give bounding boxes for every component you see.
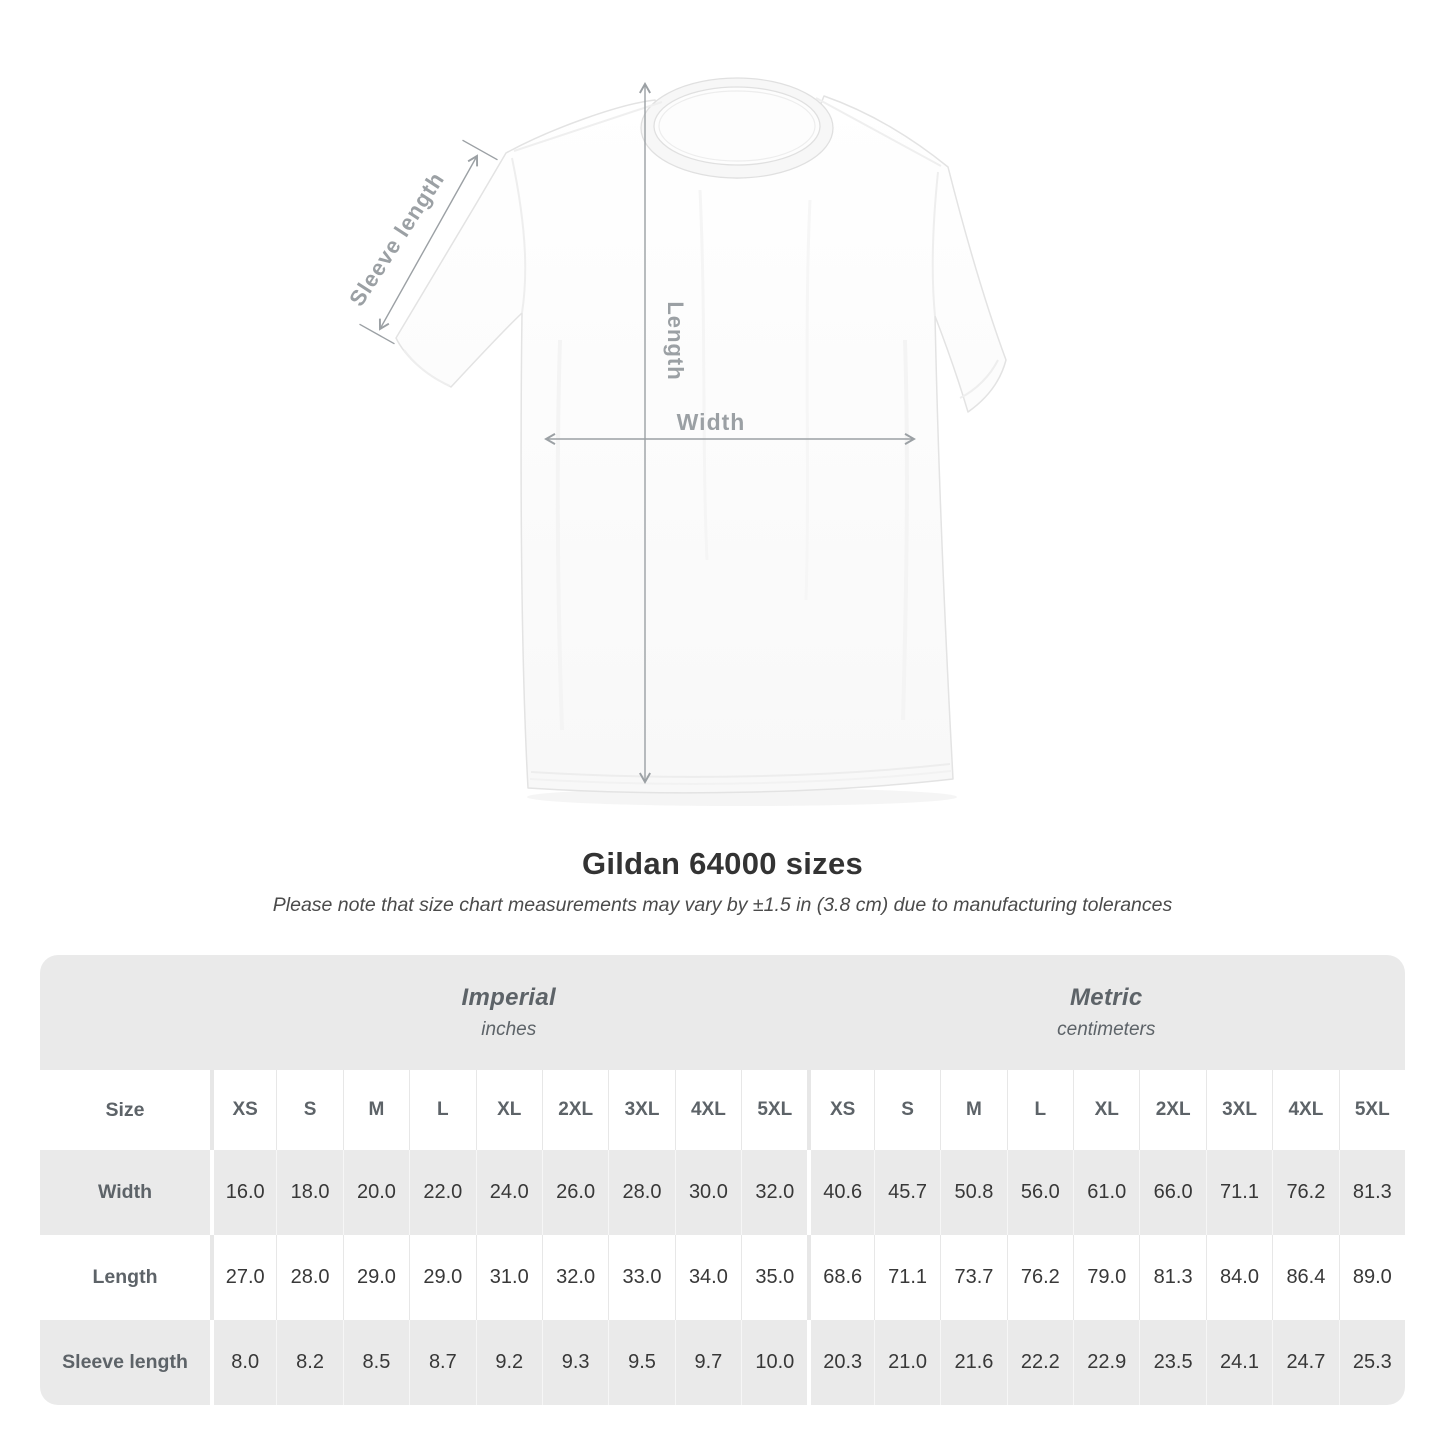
table-cell: 79.0	[1073, 1235, 1139, 1320]
table-cell: 32.0	[542, 1235, 608, 1320]
width-label: Width	[676, 409, 746, 435]
table-cell: 8.7	[409, 1320, 475, 1405]
table-row-width	[40, 1150, 1405, 1235]
tshirt-graphic	[396, 78, 1006, 793]
table-cell: 40.6	[807, 1150, 873, 1235]
table-cell: 30.0	[675, 1150, 741, 1235]
table-cell: 81.3	[1339, 1150, 1405, 1235]
size-column-header: M	[940, 1070, 1006, 1150]
size-column-header: S	[276, 1070, 342, 1150]
table-cell: 32.0	[741, 1150, 807, 1235]
table-row-length	[40, 1235, 1405, 1320]
size-column-header: XS	[210, 1070, 276, 1150]
size-corner-label: Size	[105, 1098, 145, 1121]
size-table	[40, 955, 1405, 1405]
table-cell: 61.0	[1073, 1150, 1139, 1235]
table-cell: 45.7	[874, 1150, 940, 1235]
row-label: Sleeve length	[62, 1351, 188, 1373]
size-column-header: 2XL	[1139, 1070, 1205, 1150]
table-cell: 28.0	[608, 1150, 674, 1235]
metric-group-title: Metric	[1070, 984, 1143, 1011]
table-cell: 27.0	[210, 1235, 276, 1320]
size-column-header: 3XL	[608, 1070, 674, 1150]
table-cell: 16.0	[210, 1150, 276, 1235]
table-cell: 22.0	[409, 1150, 475, 1235]
table-cell: 33.0	[608, 1235, 674, 1320]
table-cell: 25.3	[1339, 1320, 1405, 1405]
imperial-group-unit: inches	[481, 1019, 537, 1040]
unit-group-header	[40, 955, 1405, 1070]
table-cell: 9.2	[476, 1320, 542, 1405]
table-cell: 28.0	[276, 1235, 342, 1320]
size-column-header: L	[1007, 1070, 1073, 1150]
table-cell: 18.0	[276, 1150, 342, 1235]
table-cell: 8.2	[276, 1320, 342, 1405]
size-column-header: 4XL	[1272, 1070, 1338, 1150]
size-column-header: L	[409, 1070, 475, 1150]
table-cell: 71.1	[874, 1235, 940, 1320]
table-cell: 8.5	[343, 1320, 409, 1405]
table-cell: 89.0	[1339, 1235, 1405, 1320]
table-cell: 29.0	[343, 1235, 409, 1320]
size-column-header: XS	[807, 1070, 873, 1150]
table-cell: 73.7	[940, 1235, 1006, 1320]
size-column-header: 5XL	[1339, 1070, 1405, 1150]
table-cell: 76.2	[1007, 1235, 1073, 1320]
size-column-header: M	[343, 1070, 409, 1150]
size-column-header: 5XL	[741, 1070, 807, 1150]
table-cell: 24.7	[1272, 1320, 1338, 1405]
table-cell: 22.2	[1007, 1320, 1073, 1405]
size-column-header: XL	[1073, 1070, 1139, 1150]
table-cell: 50.8	[940, 1150, 1006, 1235]
table-cell: 66.0	[1139, 1150, 1205, 1235]
table-cell: 81.3	[1139, 1235, 1205, 1320]
size-column-header: XL	[476, 1070, 542, 1150]
row-label: Length	[92, 1266, 158, 1288]
size-column-header: 4XL	[675, 1070, 741, 1150]
table-cell: 68.6	[807, 1235, 873, 1320]
size-column-header: S	[874, 1070, 940, 1150]
table-cell: 31.0	[476, 1235, 542, 1320]
table-cell: 34.0	[675, 1235, 741, 1320]
table-cell: 22.9	[1073, 1320, 1139, 1405]
table-cell: 23.5	[1139, 1320, 1205, 1405]
row-label: Width	[98, 1181, 152, 1203]
table-cell: 10.0	[741, 1320, 807, 1405]
table-cell: 24.0	[476, 1150, 542, 1235]
size-column-header: 3XL	[1206, 1070, 1272, 1150]
metric-group-header	[808, 955, 1406, 1070]
table-cell: 9.3	[542, 1320, 608, 1405]
length-label: Length	[663, 301, 688, 381]
table-cell: 9.7	[675, 1320, 741, 1405]
metric-group-unit: centimeters	[1057, 1019, 1156, 1040]
table-cell: 35.0	[741, 1235, 807, 1320]
table-cell: 21.0	[874, 1320, 940, 1405]
size-header-row	[40, 1070, 1405, 1150]
imperial-group-header	[210, 955, 808, 1070]
table-cell: 20.0	[343, 1150, 409, 1235]
table-cell: 76.2	[1272, 1150, 1338, 1235]
table-cell: 84.0	[1206, 1235, 1272, 1320]
page-title: Gildan 64000 sizes	[581, 846, 864, 881]
table-cell: 71.1	[1206, 1150, 1272, 1235]
table-cell: 9.5	[608, 1320, 674, 1405]
table-cell: 20.3	[807, 1320, 873, 1405]
table-cell: 86.4	[1272, 1235, 1338, 1320]
imperial-group-title: Imperial	[461, 984, 556, 1011]
table-cell: 8.0	[210, 1320, 276, 1405]
table-cell: 29.0	[409, 1235, 475, 1320]
table-cell: 21.6	[940, 1320, 1006, 1405]
table-cell: 26.0	[542, 1150, 608, 1235]
size-column-header: 2XL	[542, 1070, 608, 1150]
table-cell: 24.1	[1206, 1320, 1272, 1405]
table-row-sleeve-length	[40, 1320, 1405, 1405]
sleeve-length-label: Sleeve length	[344, 167, 450, 311]
table-cell: 56.0	[1007, 1150, 1073, 1235]
tolerance-note: Please note that size chart measurements may vary by ±1.5 in (3.8 cm) due to manufacturing tolerances	[272, 894, 1173, 916]
